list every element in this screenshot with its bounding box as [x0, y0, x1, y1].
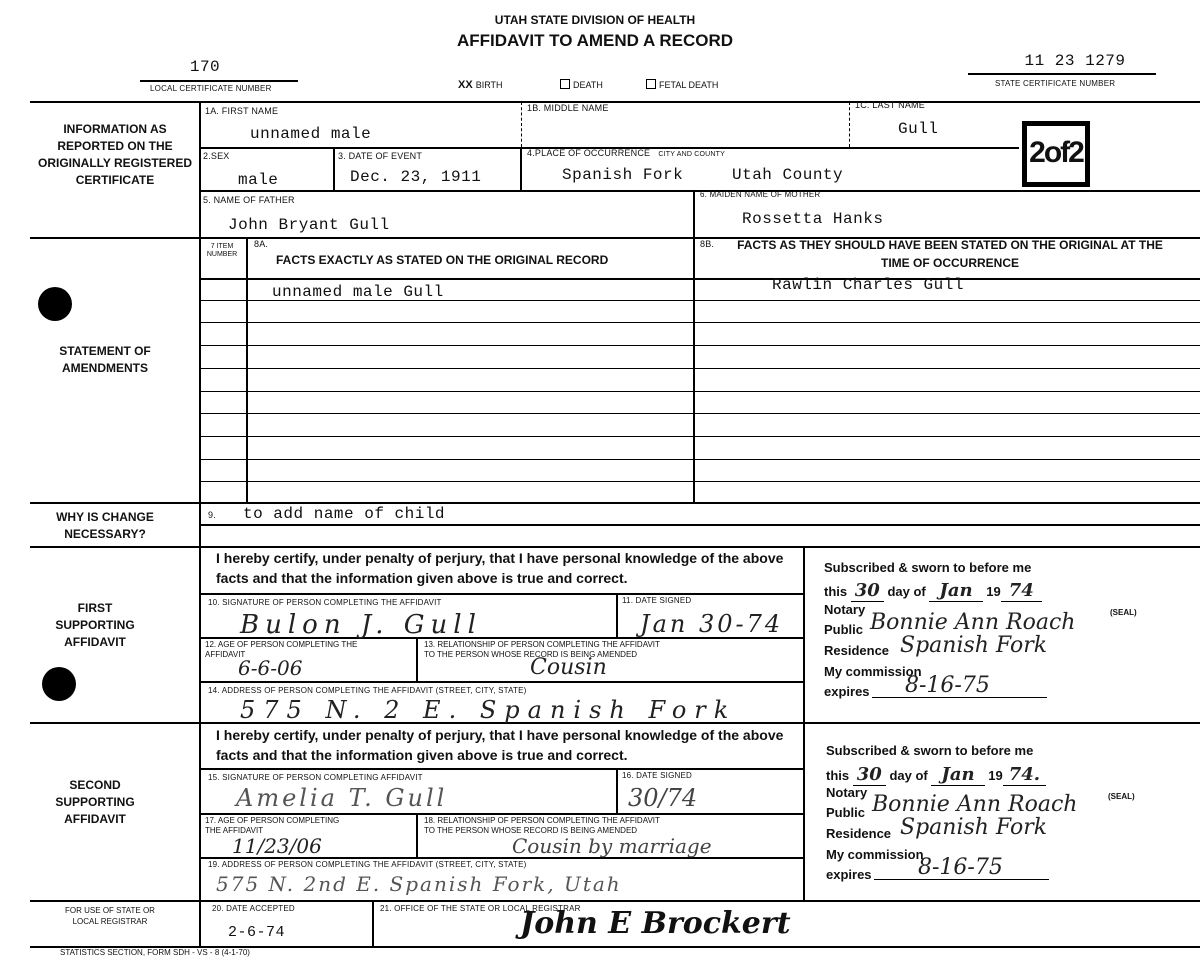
first-expires-date: 8-16-75	[905, 673, 990, 698]
registrar-label: 21. OFFICE OF THE STATE OR LOCAL REGISTRAR	[380, 904, 581, 913]
second-age: 11/23/06	[232, 834, 322, 858]
second-expires-label: expires	[826, 867, 872, 882]
first-commission-label: My commission	[824, 664, 922, 679]
second-sworn-date: this 30 day of Jan 19 74.	[826, 764, 1046, 785]
second-certify-text: I hereby certify, under penalty of perjury, that I have personal knowledge of the above facts and that the information given above is true and correct.	[216, 727, 784, 763]
date-of-event-value: Dec. 23, 1911	[350, 168, 482, 186]
second-commission-label: My commission	[826, 847, 924, 862]
page-stamp: 2of2	[1022, 121, 1090, 187]
first-age-label: 12. AGE OF PERSON COMPLETING THE AFFIDAVIT	[205, 640, 358, 659]
second-residence-label: Residence	[826, 826, 892, 841]
section-label-second: SECOND SUPPORTING AFFIDAVIT	[55, 778, 135, 826]
second-date-signed: 30/74	[628, 784, 698, 812]
record-type-death: DEATH	[560, 79, 603, 90]
corrected-fact: Rawlin Charles Gull	[772, 276, 964, 294]
middle-name-label: 1B. MIDDLE NAME	[527, 103, 609, 113]
date-accepted: 2-6-74	[228, 924, 286, 941]
first-sig-label: 10. SIGNATURE OF PERSON COMPLETING THE AFFIDAVIT	[208, 598, 442, 607]
second-signature: Amelia T. Gull	[236, 784, 448, 812]
section-label-info: INFORMATION AS REPORTED ON THE ORIGINALLY REGISTERED CERTIFICATE	[37, 122, 193, 187]
first-expires-label: expires	[824, 684, 870, 699]
birth-checkmark: XX	[458, 79, 473, 91]
last-name-label: 1C. LAST NAME	[855, 100, 925, 110]
first-relationship: Cousin	[530, 655, 607, 680]
item-number-label: 7 ITEM NUMBER	[206, 243, 238, 258]
second-address: 575 N. 2nd E. Spanish Fork, Utah	[216, 872, 622, 896]
second-public-label: Public	[826, 805, 866, 820]
father-value: John Bryant Gull	[228, 216, 390, 234]
death-checkbox	[560, 79, 570, 89]
section-label-statement: STATEMENT OF AMENDMENTS	[59, 344, 151, 375]
first-name-value: unnamed male	[250, 125, 372, 143]
first-date-label: 11. DATE SIGNED	[622, 596, 692, 605]
form-identifier: STATISTICS SECTION, FORM SDH - VS - 8 (4-1-70)	[60, 948, 250, 957]
last-name-value: Gull	[898, 120, 939, 138]
sex-label: 2.SEX	[203, 151, 230, 161]
first-age: 6-6-06	[238, 656, 303, 680]
state-cert-number: 11 23 1279	[1024, 52, 1126, 70]
form-title: AFFIDAVIT TO AMEND A RECORD	[456, 31, 734, 50]
col-8a-heading: FACTS EXACTLY AS STATED ON THE ORIGINAL RECORD	[276, 253, 609, 267]
first-date-signed: Jan 30-74	[640, 610, 784, 638]
date-of-event-label: 3. DATE OF EVENT	[338, 151, 423, 161]
punch-hole-bottom	[42, 667, 76, 701]
col-8a-label: 8A.	[254, 239, 269, 249]
mother-value: Rossetta Hanks	[742, 210, 884, 228]
first-seal-label: (SEAL)	[1110, 608, 1137, 617]
sex-value: male	[238, 171, 279, 189]
first-certify-text: I hereby certify, under penalty of perjury, that I have personal knowledge of the above facts and that the information given above is true and correct.	[216, 550, 784, 586]
first-address: 575 N. 2 E. Spanish Fork	[240, 696, 737, 724]
local-cert-number: 170	[189, 58, 221, 76]
first-residence-city: Spanish Fork	[900, 633, 1048, 658]
agency-name: UTAH STATE DIVISION OF HEALTH	[494, 13, 696, 27]
first-name-label: 1A. FIRST NAME	[205, 106, 279, 116]
place-county: Utah County	[732, 166, 844, 184]
col-8b-heading: FACTS AS THEY SHOULD HAVE BEEN STATED ON THE ORIGINAL AT THE TIME OF OCCURRENCE	[737, 238, 1163, 270]
second-seal-label: (SEAL)	[1108, 792, 1135, 801]
second-expires-date: 8-16-75	[918, 855, 1003, 880]
first-notary-name: Bonnie Ann Roach	[870, 610, 1076, 635]
first-public-label: Public	[824, 622, 864, 637]
second-date-label: 16. DATE SIGNED	[622, 771, 692, 780]
state-cert-label: STATE CERTIFICATE NUMBER	[995, 79, 1116, 88]
second-relationship: Cousin by marriage	[512, 834, 712, 858]
second-sworn-text: Subscribed & sworn to before me	[826, 743, 1034, 758]
mother-label: 6. MAIDEN NAME OF MOTHER	[700, 190, 821, 199]
second-notary-label: Notary	[826, 785, 868, 800]
section-label-first: FIRST SUPPORTING AFFIDAVIT	[55, 601, 135, 649]
original-fact: unnamed male Gull	[272, 283, 444, 301]
first-notary-label: Notary	[824, 602, 866, 617]
second-sig-label: 15. SIGNATURE OF PERSON COMPLETING AFFIDAVIT	[208, 773, 423, 782]
second-addr-label: 19. ADDRESS OF PERSON COMPLETING THE AFFIDAVIT (STREET, CITY, STATE)	[208, 860, 527, 869]
first-sworn-text: Subscribed & sworn to before me	[824, 560, 1032, 575]
first-signature: Bulon J. Gull	[240, 610, 482, 640]
place-label: 4.PLACE OF OCCURRENCE CITY AND COUNTY	[527, 148, 725, 158]
first-residence-label: Residence	[824, 643, 890, 658]
second-rel-label: 18. RELATIONSHIP OF PERSON COMPLETING THE AFFIDAVIT TO THE PERSON WHOSE RECORD IS BEING AMENDED	[424, 816, 660, 835]
punch-hole-top	[38, 287, 72, 321]
registrar-signature: John E Brockert	[520, 906, 791, 941]
section-label-why: WHY IS CHANGE NECESSARY?	[56, 510, 154, 541]
fetal-checkbox	[646, 79, 656, 89]
second-residence-city: Spanish Fork	[900, 815, 1048, 840]
why-number: 9.	[208, 510, 216, 520]
col-8b-label: 8B.	[700, 239, 715, 249]
why-text: to add name of child	[243, 505, 446, 523]
place-city: Spanish Fork	[562, 166, 684, 184]
section-label-office: FOR USE OF STATE OR LOCAL REGISTRAR	[65, 906, 155, 926]
first-addr-label: 14. ADDRESS OF PERSON COMPLETING THE AFFIDAVIT (STREET, CITY, STATE)	[208, 686, 527, 695]
record-type-birth: XX BIRTH	[458, 79, 503, 91]
second-notary-name: Bonnie Ann Roach	[872, 792, 1078, 817]
record-type-fetal: FETAL DEATH	[646, 79, 718, 90]
first-rel-label: 13. RELATIONSHIP OF PERSON COMPLETING THE AFFIDAVIT TO THE PERSON WHOSE RECORD IS BEING AMENDED	[424, 640, 660, 659]
first-sworn-date: this 30 day of Jan 19 74	[824, 580, 1042, 601]
local-cert-label: LOCAL CERTIFICATE NUMBER	[150, 84, 272, 93]
second-age-label: 17. AGE OF PERSON COMPLETING THE AFFIDAVIT	[205, 816, 340, 835]
father-label: 5. NAME OF FATHER	[203, 195, 295, 205]
date-accepted-label: 20. DATE ACCEPTED	[212, 904, 295, 913]
